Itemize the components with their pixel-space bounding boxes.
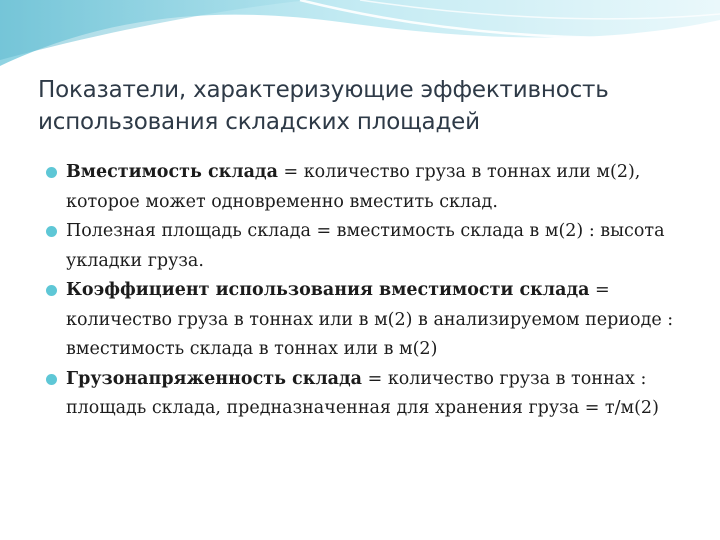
bullet-item-cargo-intensity: [46, 365, 682, 424]
bullet-term: Вместимость склада: [66, 162, 278, 182]
bullet-dot-icon: [46, 167, 57, 178]
bullet-text: = количество груза в тоннах : площадь склада, предназначенная для хранения груза = т/м(2): [66, 368, 659, 418]
bullet-dot-icon: [46, 226, 57, 237]
bullet-term: Коэффициент использования вместимости склада: [66, 280, 590, 300]
bullet-item-capacity: [46, 158, 682, 217]
bullet-item-capacity-utilization: [46, 276, 682, 365]
bullet-text: Полезная площадь склада = вместимость склада в м(2) : высота укладки груза.: [66, 221, 665, 271]
bullet-list: [46, 158, 682, 424]
bullet-dot-icon: [46, 374, 57, 385]
slide-title: Показатели, характеризующие эффективность использования складских площадей: [38, 77, 609, 135]
bullet-term: Грузонапряженность склада: [66, 368, 363, 389]
bullet-text: = количество груза в тоннах или в м(2) в анализируемом периоде : вместимость склада в тоннах или в м(2): [66, 280, 674, 359]
bullet-dot-icon: [46, 285, 57, 296]
bullet-item-useful-area: [46, 217, 682, 276]
bullet-text: = количество груза в тоннах или м(2), которое может одновременно вместить склад.: [66, 162, 641, 212]
